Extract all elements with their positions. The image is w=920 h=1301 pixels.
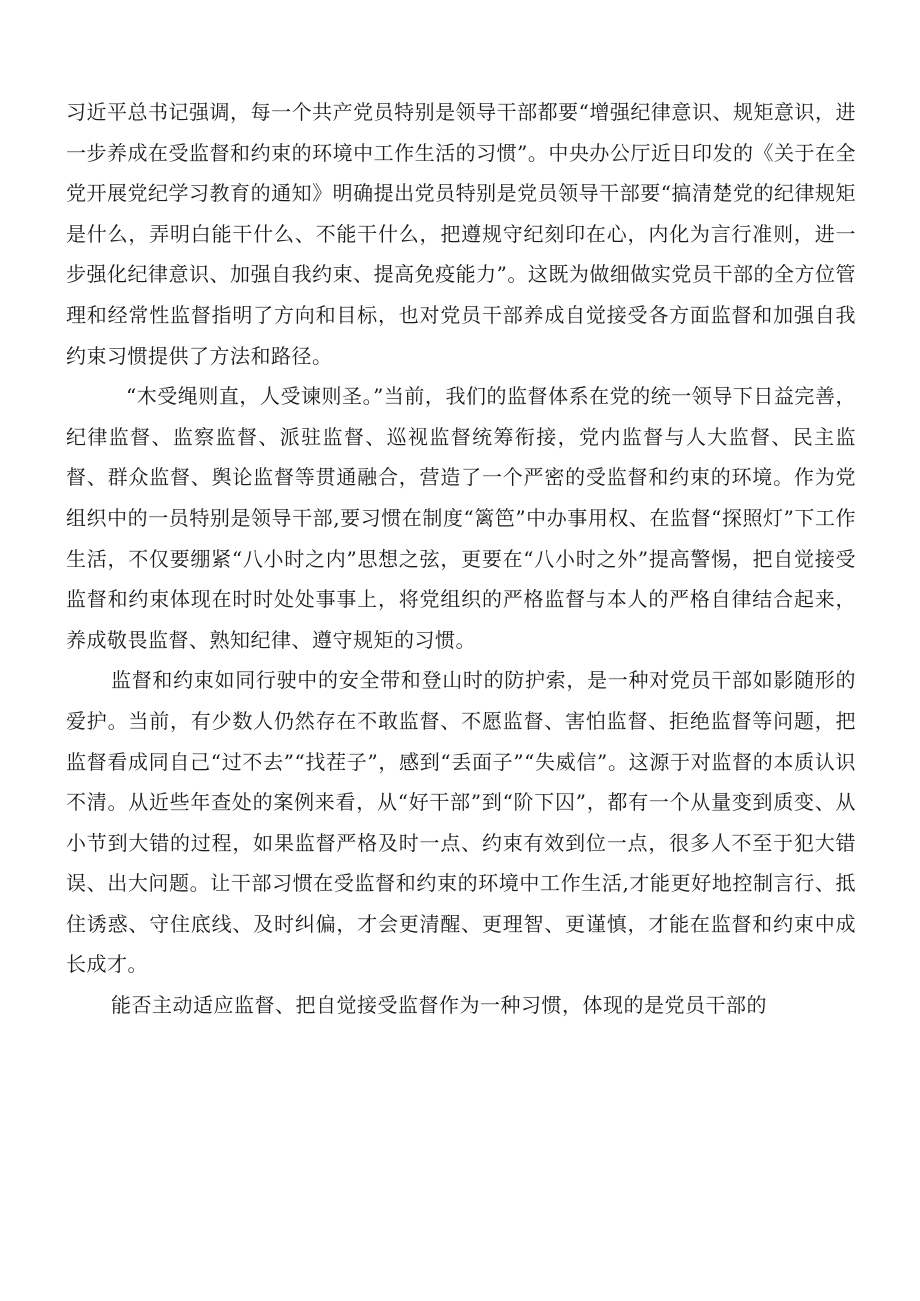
paragraph-3: 监督和约束如同行驶中的安全带和登山时的防护索，是一种对党员干部如影随形的爱护。当前，有少数人仍然存在不敢监督、不愿监督、害怕监督、拒绝监督等问题，把监督看成同自己“过不去”“找茬子”，感到“丢面子”“失威信”。这源于对监督的本质认识不清。从近些年查处的案例来看，从“好干部”到“阶下囚”，都有一个从量变到质变、从小节到大错的过程，如果监督严格及时一点、约束有效到位一点，很多人不至于犯大错误、出大问题。让干部习惯在受监督和约束的环境中工作生活,才能更好地控制言行、抵住诱惑、守住底线、及时纠偏，才会更清醒、更理智、更谨慎，才能在监督和约束中成长成才。 bbox=[66, 668, 856, 977]
document-body bbox=[66, 92, 856, 1026]
paragraph-2: “木受绳则直，人受谏则圣。”当前，我们的监督体系在党的统一领导下日益完善，纪律监督、监察监督、派驻监督、巡视监督统筹衔接，党内监督与人大监督、民主监督、群众监督、舆论监督等贯通融合，营造了一个严密的受监督和约束的环境。作为党组织中的一员特别是领导干部,要习惯在制度“篱笆”中办事用权、在监督“探照灯”下工作生活，不仅要绷紧“八小时之内”思想之弦，更要在“八小时之外”提高警惕，把自觉接受监督和约束体现在时时处处事事上，将党组织的严格监督与本人的严格自律结合起来，养成敬畏监督、熟知纪律、遵守规矩的习惯。 bbox=[66, 384, 856, 652]
paragraph-4: 能否主动适应监督、把自觉接受监督作为一种习惯，体现的是党员干部的 bbox=[111, 993, 767, 1018]
paragraph-1: 习近平总书记强调，每一个共产党员特别是领导干部都要“增强纪律意识、规矩意识，进一步养成在受监督和约束的环境中工作生活的习惯”。中央办公厅近日印发的《关于在全党开展党纪学习教育的通知》明确提出党员特别是党员领导干部要“搞清楚党的纪律规矩是什么，弄明白能干什么、不能干什么，把遵规守纪刻印在心，内化为言行准则，进一步强化纪律意识、加强自我约束、提高免疫能力”。这既为做细做实党员干部的全方位管理和经常性监督指明了方向和目标，也对党员干部养成自觉接受各方面监督和加强自我约束习惯提供了方法和路径。 bbox=[66, 100, 856, 368]
